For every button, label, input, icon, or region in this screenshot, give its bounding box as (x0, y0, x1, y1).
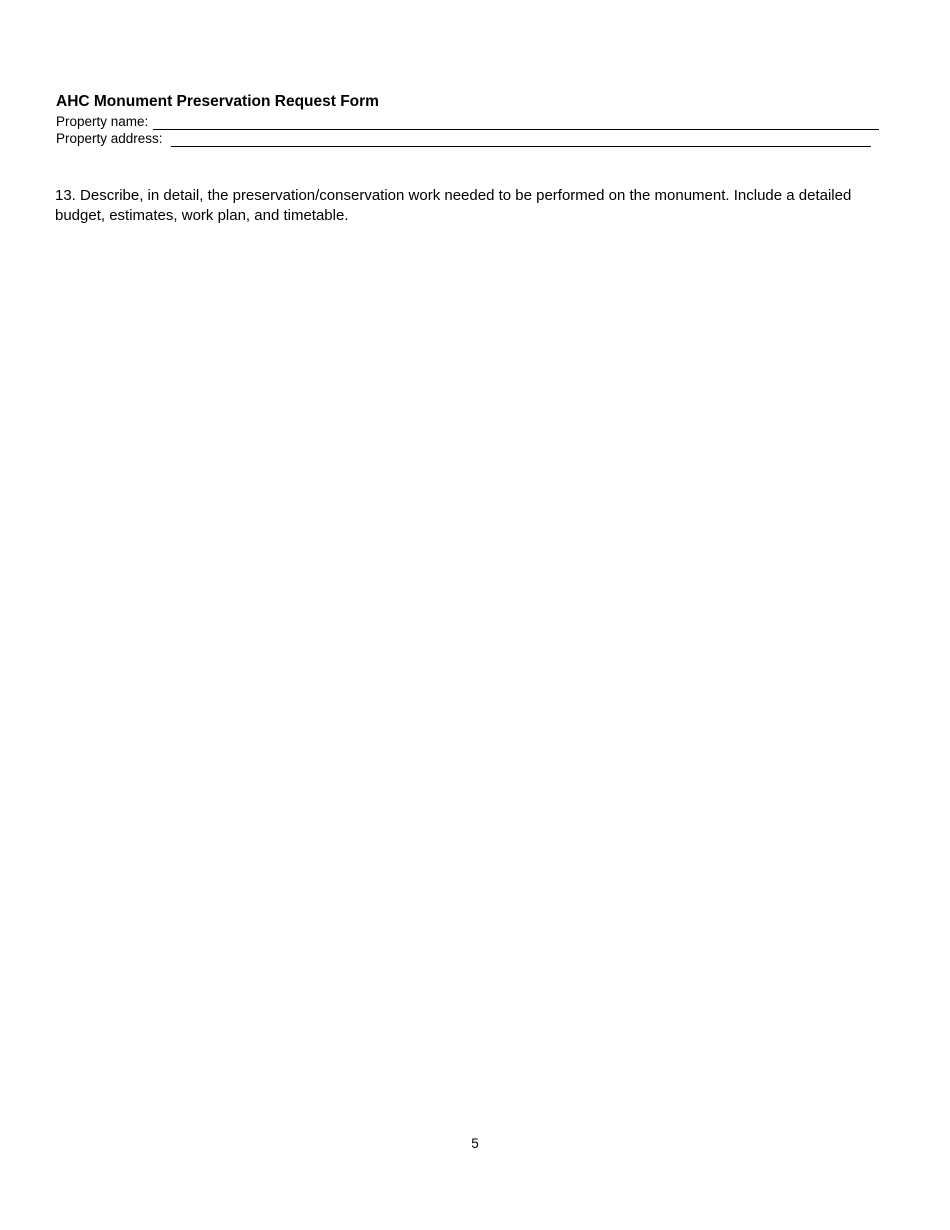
question-13-text: 13. Describe, in detail, the preservation/conservation work needed to be performed on the monument. Include a detailed budget, estimates, work plan, and timetable. (55, 187, 852, 224)
property-address-input-line[interactable] (171, 133, 871, 147)
property-name-field (56, 114, 879, 130)
page-number: 5 (471, 1136, 479, 1151)
property-name-input-line[interactable] (153, 116, 879, 130)
form-title: AHC Monument Preservation Request Form (56, 93, 379, 110)
property-address-field (56, 131, 871, 147)
property-name-label: Property name: (56, 114, 149, 129)
property-address-label: Property address: (56, 131, 163, 146)
